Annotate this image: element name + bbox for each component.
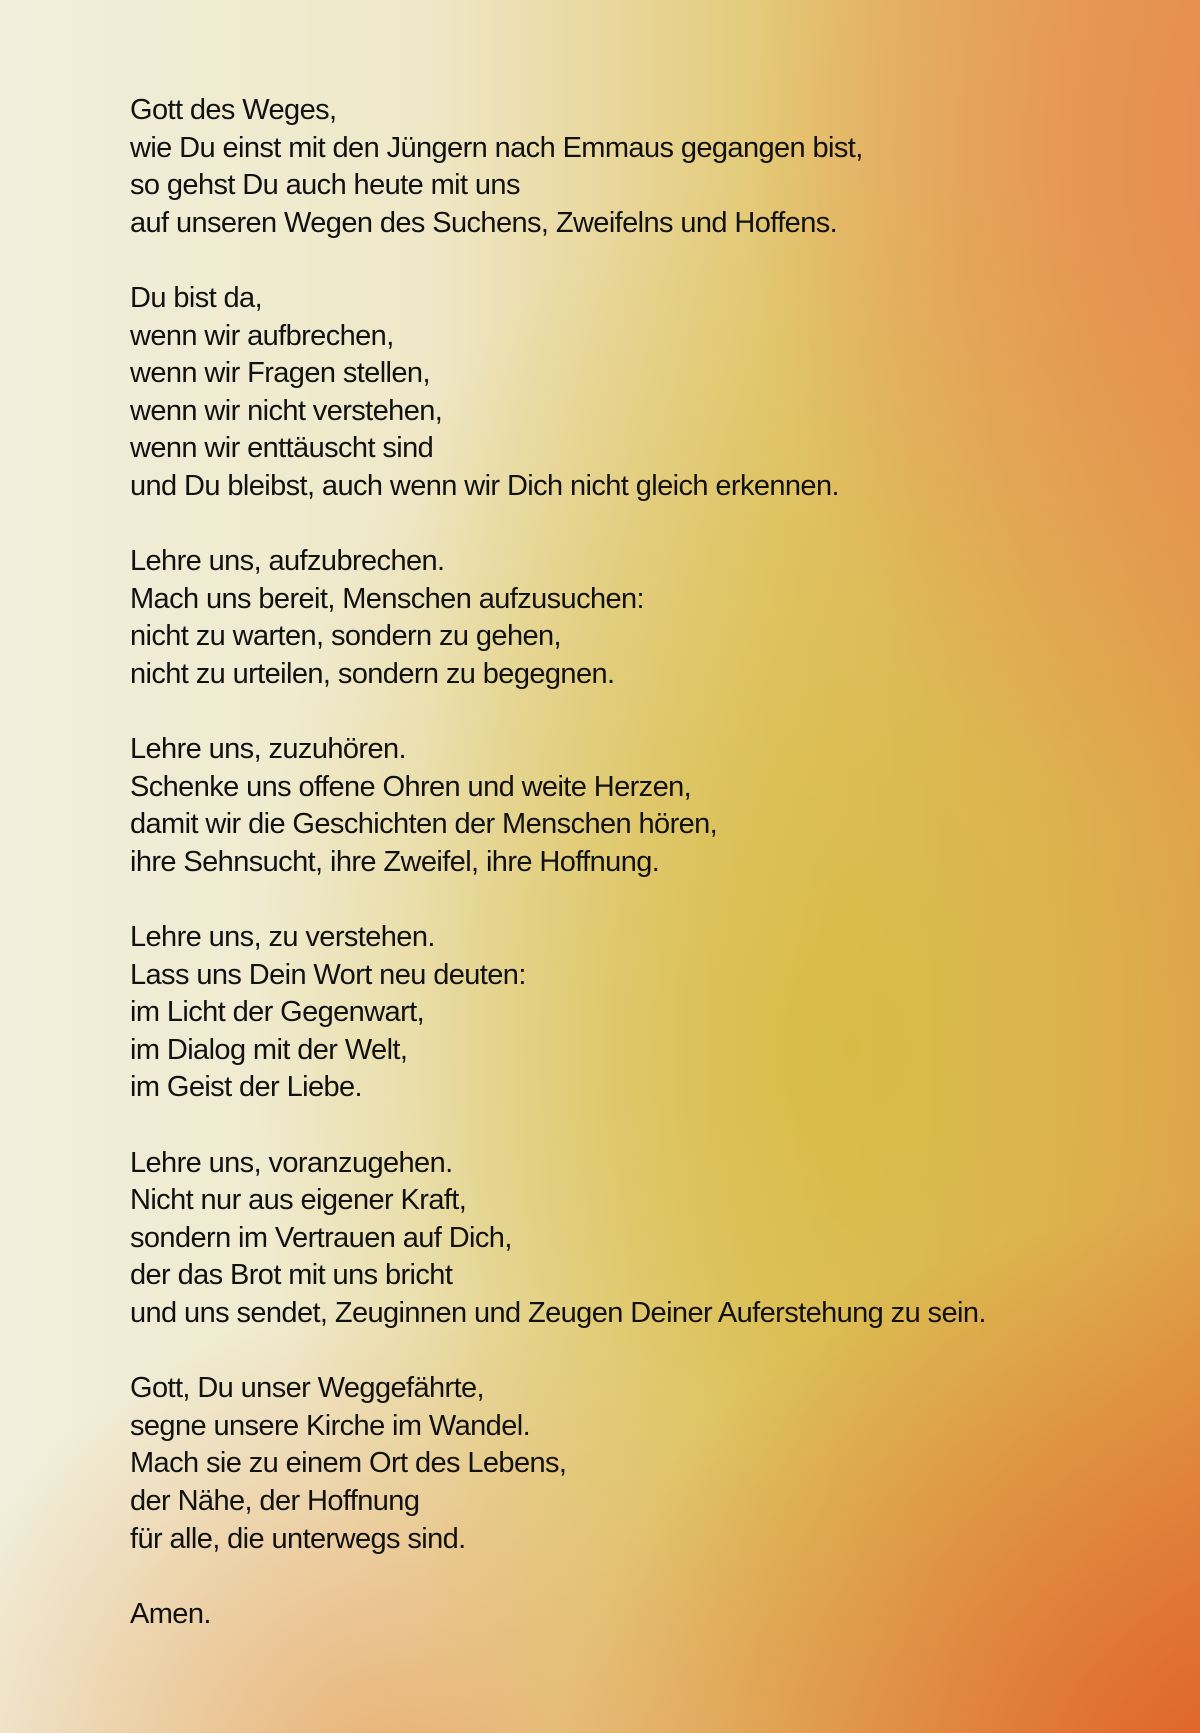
stanza [130,1145,986,1333]
text-line: wenn wir enttäuscht sind [130,432,434,465]
text-line: wenn wir aufbrechen, [130,319,394,352]
text-line: damit wir die Geschichten der Menschen hören, [130,808,718,841]
text-line: wenn wir Fragen stellen, [130,357,430,390]
text-line: Du bist da, [130,281,263,314]
text-line: nicht zu warten, sondern zu gehen, [130,620,561,653]
text-line: Mach uns bereit, Menschen aufzusuchen: [130,582,645,615]
text-line: Schenke uns offene Ohren und weite Herzen, [130,770,692,803]
stanza [130,1596,986,1634]
text-line: Lehre uns, voranzugehen. [130,1146,453,1179]
text-line: segne unsere Kirche im Wandel. [130,1409,531,1442]
text-line: für alle, die unterwegs sind. [130,1522,466,1555]
stanza [130,543,986,693]
text-line: Gott, Du unser Weggefährte, [130,1372,485,1405]
text-line: Mach sie zu einem Ort des Lebens, [130,1447,567,1480]
text-line: der das Brot mit uns bricht [130,1259,453,1292]
text-line: wenn wir nicht verstehen, [130,394,443,427]
text-line: und uns sendet, Zeuginnen und Zeugen Deiner Auferstehung zu sein. [130,1297,986,1329]
text-line: Lehre uns, zuzuhören. [130,733,406,766]
text-line: Gott des Weges, [130,94,337,126]
text-line: so gehst Du auch heute mit uns [130,169,520,202]
prayer-text [130,92,986,1671]
text-line: Nicht nur aus eigener Kraft, [130,1184,467,1217]
text-line: Lehre uns, zu verstehen. [130,921,435,954]
text-line: nicht zu urteilen, sondern zu begegnen. [130,657,615,690]
text-line: Amen. [130,1597,211,1630]
text-line: im Geist der Liebe. [130,1071,362,1104]
text-line: Lehre uns, aufzubrechen. [130,545,445,578]
stanza [130,919,986,1107]
stanza [130,1370,986,1558]
text-line: im Dialog mit der Welt, [130,1033,408,1066]
text-line: Lass uns Dein Wort neu deuten: [130,958,526,991]
stanza [130,731,986,881]
text-line: auf unseren Wegen des Suchens, Zweifelns und Hoffens. [130,206,838,239]
text-line: der Nähe, der Hoffnung [130,1484,420,1517]
text-line: wie Du einst mit den Jüngern nach Emmaus gegangen bist, [130,131,863,164]
stanza [130,92,986,242]
stanza [130,280,986,506]
text-line: und Du bleibst, auch wenn wir Dich nicht gleich erkennen. [130,469,839,502]
text-line: ihre Sehnsucht, ihre Zweifel, ihre Hoffnung. [130,845,660,878]
text-line: sondern im Vertrauen auf Dich, [130,1221,512,1254]
text-line: im Licht der Gegenwart, [130,996,425,1029]
